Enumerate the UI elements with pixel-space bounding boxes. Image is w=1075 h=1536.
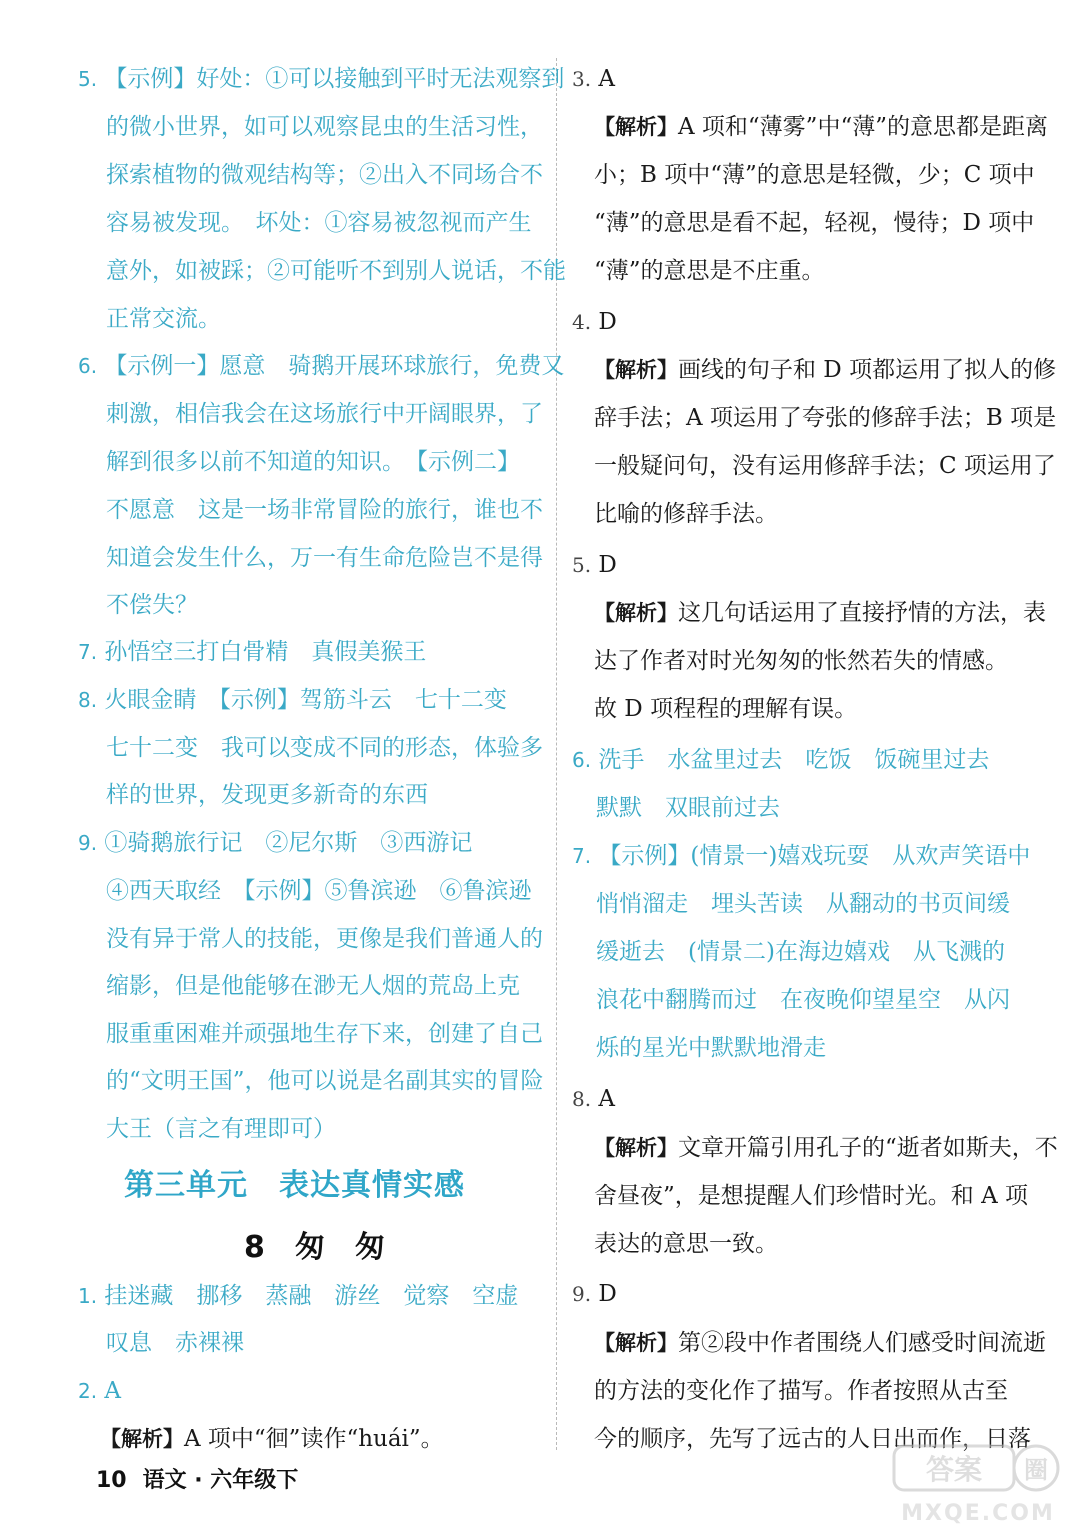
- q5-line-3: 容易被发现。 坏处：①容易被忽视而产生: [106, 210, 532, 236]
- l1-line-0: 1. 挂迷藏 挪移 蒸融 游丝 觉察 空虚: [78, 1283, 519, 1309]
- q9-line-3: 缩影，但是他能够在渺无人烟的荒岛上克: [106, 973, 520, 999]
- lesson-title: 8 匆 匆: [244, 1230, 385, 1265]
- q6-line-4: 知道会发生什么，万一有生命危险岂不是得: [106, 545, 543, 571]
- r8-analysis-0: 【解析】文章开篇引用孔子的“逝者如斯夫，不: [594, 1135, 1058, 1161]
- r9-line: 9. D: [572, 1281, 617, 1307]
- r3-analysis-3: “薄”的意思是不庄重。: [594, 258, 825, 284]
- q5-line-2: 探索植物的微观结构等；②出入不同场合不: [106, 162, 543, 188]
- q8-line-0: 8. 火眼金睛 【示例】驾筋斗云 七十二变: [78, 687, 507, 713]
- book-subject: 语文 · 六年级下: [142, 1468, 299, 1493]
- q6-line-1: 刺激，相信我会在这场旅行中开阔眼界，了: [106, 401, 543, 427]
- r9-analysis-0: 【解析】第②段中作者围绕人们感受时间流逝: [594, 1330, 1046, 1356]
- q7-number: 7.: [78, 640, 98, 664]
- r4-analysis-1: 辞手法；A 项运用了夸张的修辞手法；B 项是: [594, 405, 1057, 431]
- svg-text:圈: 圈: [1024, 1456, 1048, 1484]
- r7-line-4: 烁的星光中默默地滑走: [596, 1035, 826, 1061]
- q6-line-5: 不偿失？: [106, 592, 198, 618]
- r5-line: 5. D: [572, 552, 617, 578]
- q9-line-6: 大王（言之有理即可）: [106, 1116, 336, 1142]
- page-number: 10: [96, 1468, 127, 1493]
- q6-line-3: 不愿意 这是一场非常冒险的旅行，谁也不: [106, 497, 543, 523]
- q9-line-5: 的“文明王国”，他可以说是名副其实的冒险: [106, 1068, 544, 1094]
- r8-line: 8. A: [572, 1086, 616, 1112]
- q6-line-0: 6. 【示例一】愿意 骑鹅开展环球旅行，免费又: [78, 353, 565, 379]
- q9-number: 9.: [78, 831, 98, 855]
- r4-analysis-0: 【解析】画线的句子和 D 项都运用了拟人的修: [594, 357, 1057, 383]
- r5-analysis-1: 达了作者对时光匆匆的怅然若失的情感。: [594, 648, 1008, 674]
- q9-line-0: 9. ①骑鹅旅行记 ②尼尔斯 ③西游记: [78, 830, 473, 856]
- q5-line-1: 的微小世界，如可以观察昆虫的生活习性，: [106, 114, 543, 140]
- r6-line-1: 默默 双眼前过去: [596, 795, 780, 821]
- r3-analysis-0: 【解析】A 项和“薄雾”中“薄”的意思都是距离: [594, 114, 1048, 140]
- watermark-url: MXQE.COM: [901, 1501, 1055, 1526]
- q9-line-4: 服重重困难并顽强地生存下来，创建了自己: [106, 1021, 543, 1047]
- r4-analysis-2: 一般疑问句，没有运用修辞手法；C 项运用了: [594, 453, 1056, 479]
- l2-analysis: 【解析】A 项中“徊”读作“huái”。: [100, 1426, 444, 1452]
- q5-line-5: 正常交流。: [106, 306, 221, 332]
- q5-line-0: 5. 【示例】好处：①可以接触到平时无法观察到: [78, 66, 565, 92]
- q8-line-1: 七十二变 我可以变成不同的形态，体验多: [106, 735, 543, 761]
- q8-line-2: 样的世界，发现更多新奇的东西: [106, 782, 428, 808]
- l1-line-1: 叹息 赤裸裸: [106, 1330, 244, 1356]
- q5-line-4: 意外，如被踩；②可能听不到别人说话，不能: [106, 258, 566, 284]
- q9-line-2: 没有异于常人的技能，更像是我们普通人的: [106, 926, 543, 952]
- r7-line-0: 7. 【示例】(情景一)嬉戏玩耍 从欢声笑语中: [572, 843, 1031, 869]
- r9-analysis-2: 今的顺序，先写了远古的人日出而作，日落: [594, 1426, 1031, 1452]
- r4-analysis-3: 比喻的修辞手法。: [594, 501, 778, 527]
- l2-number: 2.: [78, 1379, 98, 1403]
- r7-line-2: 缓逝去 (情景二)在海边嬉戏 从飞溅的: [596, 939, 1005, 965]
- q7-line-0: 7. 孙悟空三打白骨精 真假美猴王: [78, 639, 427, 665]
- l1-number: 1.: [78, 1284, 98, 1308]
- page-footer: [96, 1463, 298, 1494]
- r5-analysis-0: 【解析】这几句话运用了直接抒情的方法，表: [594, 600, 1046, 626]
- q8-number: 8.: [78, 688, 98, 712]
- r8-analysis-1: 舍昼夜”，是想提醒人们珍惜时光。和 A 项: [594, 1183, 1028, 1209]
- r4-line: 4. D: [572, 309, 617, 335]
- watermark-text: 答案: [925, 1453, 983, 1486]
- r3-analysis-1: 小；B 项中“薄”的意思是轻微，少；C 项中: [594, 162, 1035, 188]
- q5-number: 5.: [78, 67, 98, 91]
- r3-analysis-2: “薄”的意思是看不起，轻视，慢待；D 项中: [594, 210, 1035, 236]
- q6-line-2: 解到很多以前不知道的知识。 【示例二】: [106, 449, 520, 475]
- unit-title: 第三单元 表达真情实感: [124, 1168, 465, 1203]
- q9-line-1: ④西天取经 【示例】⑤鲁滨逊 ⑥鲁滨逊: [106, 878, 532, 904]
- r7-line-3: 浪花中翻腾而过 在夜晚仰望星空 从闪: [596, 987, 1010, 1013]
- watermark-logo: [888, 1438, 1064, 1528]
- r8-analysis-2: 表达的意思一致。: [594, 1231, 778, 1257]
- r3-line: 3. A: [572, 66, 616, 92]
- l2-line: 2. A: [78, 1378, 122, 1404]
- q6-number: 6.: [78, 354, 98, 378]
- r7-line-1: 悄悄溜走 埋头苦读 从翻动的书页间缓: [596, 891, 1010, 917]
- r6-line-0: 6. 洗手 水盆里过去 吃饭 饭碗里过去: [572, 747, 990, 773]
- r5-analysis-2: 故 D 项程程的理解有误。: [594, 696, 858, 722]
- r9-analysis-1: 的方法的变化作了描写。作者按照从古至: [594, 1378, 1008, 1404]
